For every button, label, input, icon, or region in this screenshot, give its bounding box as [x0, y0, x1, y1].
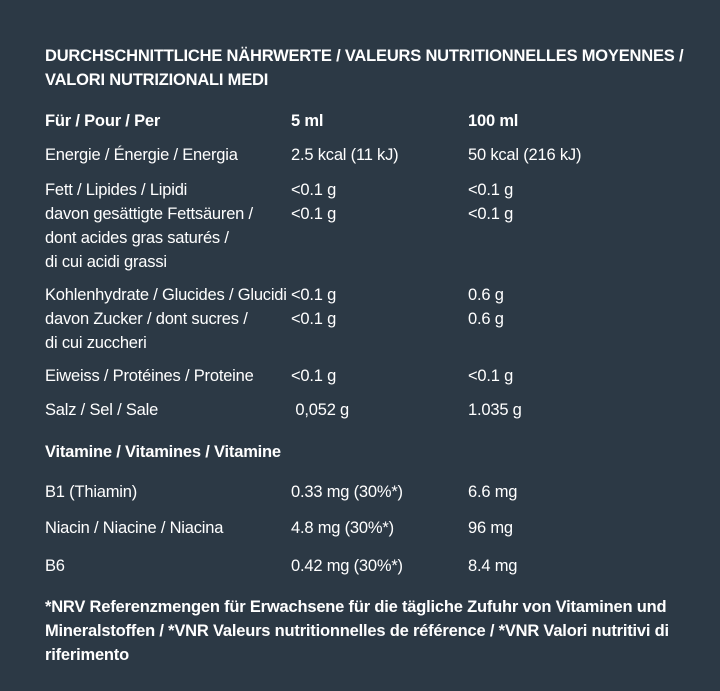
row-value-5ml: <0.1 g — [291, 367, 337, 385]
row-value-5ml: 0.42 mg (30%*) — [291, 557, 403, 575]
row-value-100ml: 6.6 mg — [468, 483, 518, 501]
row-value-100ml: 1.035 g — [468, 401, 522, 419]
header-5ml: 5 ml — [291, 112, 324, 130]
row-label: B6 — [45, 557, 65, 575]
row-value-100ml: 96 mg — [468, 519, 513, 537]
nutrition-heading: DURCHSCHNITTLICHE NÄHRWERTE / VALEURS NUTRITIONNELLES MOYENNES / VALORI NUTRIZIONALI MEDI — [45, 47, 684, 89]
row-value-100ml: <0.1 g — [468, 367, 514, 385]
header-label: Für / Pour / Per — [45, 112, 161, 130]
row-label: Fett / Lipides / Lipidi davon gesättigte Fettsäuren / dont acides gras saturés / di cui acidi grassi — [45, 181, 253, 271]
row-value-100ml: 50 kcal (216 kJ) — [468, 146, 582, 164]
row-label: B1 (Thiamin) — [45, 483, 138, 501]
row-value-5ml: 2.5 kcal (11 kJ) — [291, 146, 399, 164]
row-label: Salz / Sel / Sale — [45, 401, 159, 419]
row-label: Energie / Énergie / Energia — [45, 146, 238, 164]
row-label: Niacin / Niacine / Niacina — [45, 519, 224, 537]
header-100ml: 100 ml — [468, 112, 519, 130]
row-value-100ml: 8.4 mg — [468, 557, 518, 575]
nrv-footnote: *NRV Referenzmengen für Erwachsene für die tägliche Zufuhr von Vitaminen und Mineralstoffen / *VNR Valeurs nutritionnelles de référence / *VNR Valori nutritivi di riferimento — [45, 598, 669, 664]
row-value-5ml: <0.1 g <0.1 g — [291, 286, 337, 328]
vitamins-heading-label: Vitamine / Vitamines / Vitamine — [45, 443, 281, 461]
row-value-5ml: 0,052 g — [291, 401, 350, 419]
row-value-5ml: 4.8 mg (30%*) — [291, 519, 394, 537]
row-value-5ml: <0.1 g <0.1 g — [291, 181, 337, 223]
row-value-5ml: 0.33 mg (30%*) — [291, 483, 403, 501]
row-label: Kohlenhydrate / Glucides / Glucidi davon Zucker / dont sucres / di cui zuccheri — [45, 286, 287, 352]
row-value-100ml: <0.1 g <0.1 g — [468, 181, 514, 223]
row-value-100ml: 0.6 g 0.6 g — [468, 286, 504, 328]
row-label: Eiweiss / Protéines / Proteine — [45, 367, 254, 385]
